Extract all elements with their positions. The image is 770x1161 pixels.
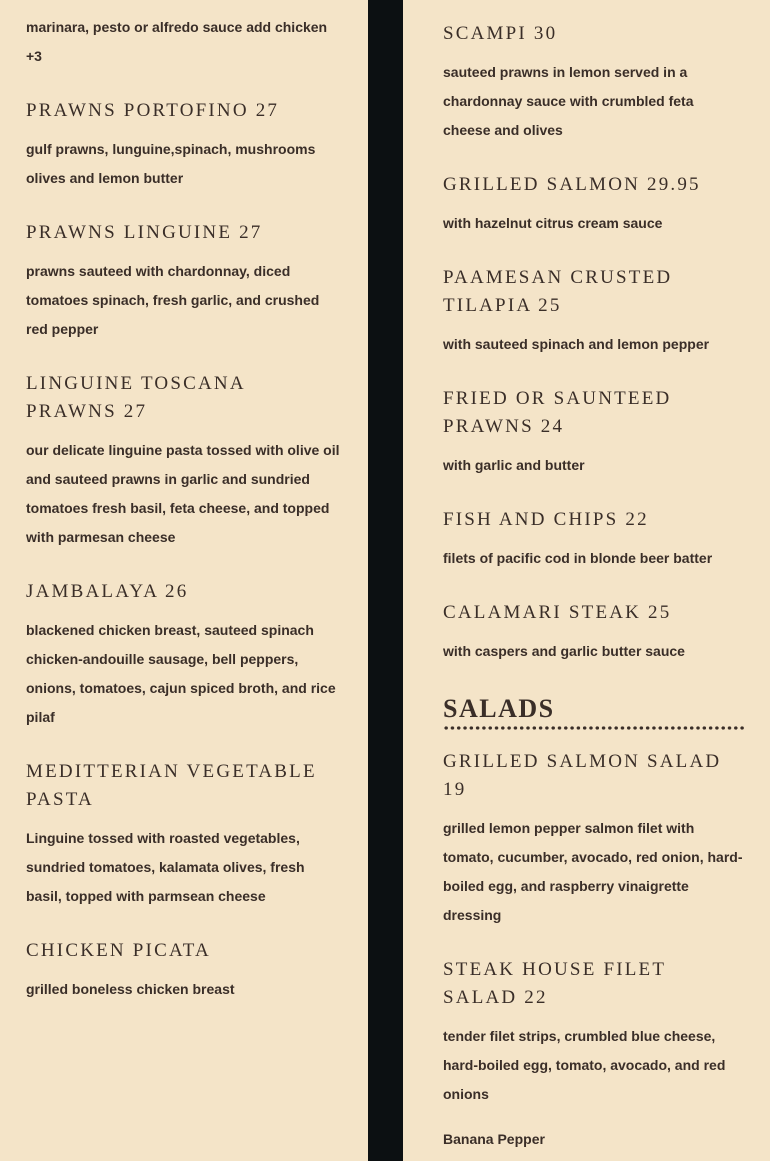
menu-item-description: grilled lemon pepper salmon filet with tomato, cucumber, avocado, red onion, hard-boiled egg, and raspberry vinaigrette dressing <box>443 820 743 923</box>
right-menu-column <box>403 20 770 1154</box>
menu-item <box>443 264 744 359</box>
menu-item-title: LINGUINE TOSCANA PRAWNS 27 <box>26 373 245 422</box>
menu-item <box>443 599 744 666</box>
menu-item-description: with garlic and butter <box>443 457 585 473</box>
menu-item-description: Linguine tossed with roasted vegetables, sundried tomatoes, kalamata olives, fresh basil, topped with parmsean cheese <box>26 830 305 904</box>
menu-item-description: sauteed prawns in lemon served in a chardonnay sauce with crumbled feta cheese and olives <box>443 64 694 138</box>
menu-item <box>26 219 342 344</box>
dotted-divider <box>443 726 744 730</box>
menu-item-description: prawns sauteed with chardonnay, diced tomatoes spinach, fresh garlic, and crushed red pepper <box>26 263 320 337</box>
menu-item <box>26 578 342 732</box>
menu-item-description: with sauteed spinach and lemon pepper <box>443 336 710 352</box>
menu-item-title: MEDITTERIAN VEGETABLE PASTA <box>26 761 317 810</box>
menu-item-description: filets of pacific cod in blonde beer batter <box>443 550 713 566</box>
trailing-item-text: Banana Pepper <box>443 1131 545 1147</box>
menu-item-title: STEAK HOUSE FILET SALAD 22 <box>443 959 666 1008</box>
menu-item-title: JAMBALAYA 26 <box>26 581 189 602</box>
menu-item-title: SCAMPI 30 <box>443 23 558 44</box>
menu-item <box>443 171 744 238</box>
menu-item-title: GRILLED SALMON SALAD 19 <box>443 751 722 800</box>
salads-section-heading: SALADS <box>443 694 555 723</box>
menu-item-description: blackened chicken breast, sauteed spinach chicken-andouille sausage, bell peppers, onions, tomatoes, cajun spiced broth, and rice pilaf <box>26 622 336 725</box>
menu-item <box>443 20 744 145</box>
menu-item-title: CHICKEN PICATA <box>26 940 211 961</box>
menu-item-title: PRAWNS PORTOFINO 27 <box>26 100 280 121</box>
menu-item <box>26 758 342 911</box>
menu-item-description: with hazelnut citrus cream sauce <box>443 215 663 231</box>
pasta-intro-text: marinara, pesto or alfredo sauce add chicken +3 <box>26 19 328 64</box>
column-divider <box>368 0 403 1161</box>
menu-item <box>443 956 744 1109</box>
menu-item-description: gulf prawns, lunguine,spinach, mushrooms olives and lemon butter <box>26 141 316 186</box>
menu-item-title: GRILLED SALMON 29.95 <box>443 174 701 195</box>
menu-item-description: tender filet strips, crumbled blue cheese, hard-boiled egg, tomato, avocado, and red onions <box>443 1028 726 1102</box>
menu-item-title: FRIED OR SAUNTEED PRAWNS 24 <box>443 388 672 437</box>
menu-item <box>443 385 744 480</box>
menu-item <box>443 748 744 930</box>
menu-item <box>26 97 342 193</box>
menu-item-title: CALAMARI STEAK 25 <box>443 602 672 623</box>
menu-item-description: our delicate linguine pasta tossed with olive oil and sauteed prawns in garlic and sundried tomatoes fresh basil, feta cheese, and topped with parmesan cheese <box>26 442 340 545</box>
menu-item <box>26 937 342 1004</box>
menu-item-title: FISH AND CHIPS 22 <box>443 509 649 530</box>
left-menu-column <box>0 13 368 1030</box>
menu-item <box>443 506 744 573</box>
menu-item-description: with caspers and garlic butter sauce <box>443 643 685 659</box>
menu-item <box>26 370 342 552</box>
menu-item-title: PAAMESAN CRUSTED TILAPIA 25 <box>443 267 673 316</box>
menu-item-description: grilled boneless chicken breast <box>26 981 235 997</box>
menu-item-title: PRAWNS LINGUINE 27 <box>26 222 263 243</box>
